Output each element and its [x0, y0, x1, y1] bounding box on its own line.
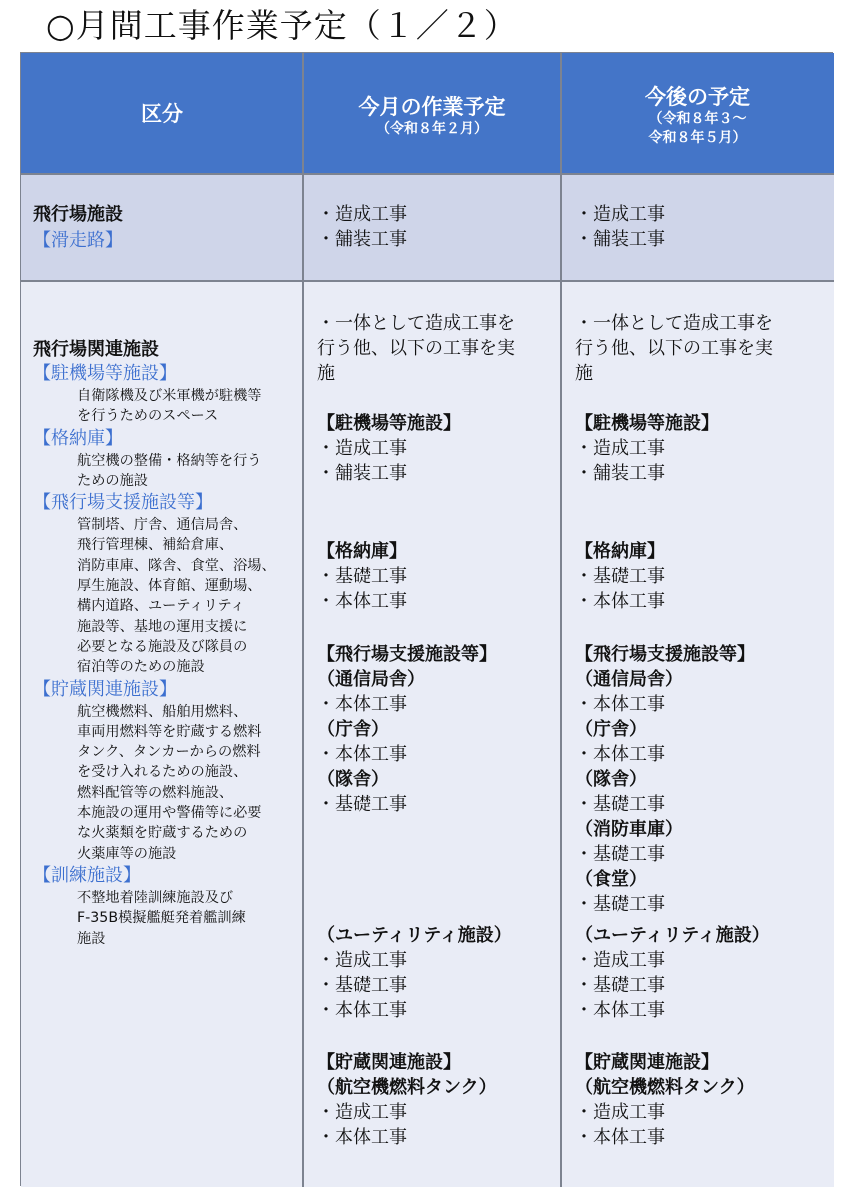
subcategory-desc: 航空機の整備・格納等を行う [77, 452, 262, 469]
row2-current-intro [317, 311, 515, 386]
facility-name: （ユーティリティ施設） [317, 925, 512, 946]
header-category [21, 53, 303, 174]
work-item: ・舗装工事 [317, 463, 407, 484]
subcategory-desc: 厚生施設、体育館、運動場、 [77, 578, 262, 595]
subcategory-name: 【訓練施設】 [33, 864, 141, 886]
section-title: 【飛行場支援施設等】 [575, 644, 755, 665]
work-item: ・造成工事 [317, 950, 407, 971]
work-item: ・本体工事 [317, 694, 407, 715]
intro-line: 施 [575, 363, 593, 384]
work-item: ・本体工事 [317, 1127, 407, 1148]
schedule-table [20, 52, 833, 1186]
work-item: ・本体工事 [575, 591, 665, 612]
category-name: 飛行場施設 [33, 204, 123, 225]
work-item: ・本体工事 [575, 694, 665, 715]
facility-name: （隊舎） [575, 769, 647, 790]
row2-category [33, 338, 276, 949]
row2-future-intro [575, 311, 773, 386]
subcategory-desc: 自衛隊機及び米軍機が駐機等 [77, 388, 262, 404]
header-current-label: 今月の作業予定 [358, 95, 506, 119]
work-item: ・本体工事 [317, 591, 407, 612]
header-category-label: 区分 [141, 101, 183, 126]
header-future-period-1: （令和８年３～ [648, 110, 747, 127]
row2-current-chuki [317, 411, 461, 486]
row2-future-chozou [575, 1050, 755, 1150]
work-item: ・基礎工事 [575, 844, 665, 865]
subcategory-desc: 消防車庫、隊舎、食堂、浴場、 [77, 557, 276, 574]
facility-name: （通信局舎） [317, 669, 425, 690]
work-item: ・基礎工事 [575, 975, 665, 996]
work-item: ・本体工事 [575, 1127, 665, 1148]
facility-name: （航空機燃料タンク） [575, 1077, 755, 1098]
work-item: ・本体工事 [575, 744, 665, 765]
subcategory-desc: 燃料配管等の燃料施設、 [77, 784, 234, 801]
subcategory-desc: タンク、タンカーからの燃料 [77, 744, 261, 761]
header-future-period-2: 令和８年５月） [648, 129, 747, 146]
work-item: ・基礎工事 [317, 794, 407, 815]
subcategory-desc: 本施設の運用や警備等に必要 [77, 805, 262, 822]
section-title: 【駐機場等施設】 [317, 413, 461, 434]
intro-line: ・一体として造成工事を [575, 313, 773, 334]
row2-future-kakunou [575, 539, 665, 614]
section-title: 【貯蔵関連施設】 [575, 1052, 719, 1073]
intro-line: 行う他、以下の工事を実 [575, 338, 773, 359]
facility-name: （庁舎） [317, 719, 389, 740]
intro-line: 施 [317, 363, 335, 384]
subcategory-name: 【駐機場等施設】 [33, 363, 177, 384]
work-item: ・基礎工事 [317, 975, 407, 996]
work-item: ・舗装工事 [317, 229, 407, 250]
row2-current-utility [317, 923, 512, 1023]
work-item: ・基礎工事 [575, 794, 665, 815]
work-item: ・造成工事 [317, 204, 407, 225]
row2-current-shien [317, 642, 497, 817]
facility-name: （航空機燃料タンク） [317, 1077, 497, 1098]
intro-line: 行う他、以下の工事を実 [317, 338, 515, 359]
row2-future-shien [575, 642, 755, 917]
work-item: ・基礎工事 [575, 894, 665, 915]
header-future-label: 今後の予定 [645, 84, 750, 109]
subcategory-desc: 管制塔、庁舎、通信局舎、 [77, 517, 248, 534]
row1-current-list [317, 202, 407, 252]
row-divider [21, 173, 834, 175]
section-title: 【貯蔵関連施設】 [317, 1052, 461, 1073]
row2-current-kakunou [317, 539, 407, 614]
section-title: 【駐機場等施設】 [575, 413, 719, 434]
subcategory-name: 【貯蔵関連施設】 [33, 678, 177, 700]
work-item: ・舗装工事 [575, 229, 665, 250]
intro-line: ・一体として造成工事を [317, 313, 515, 334]
work-item: ・基礎工事 [317, 566, 407, 587]
subcategory-desc: 車両用燃料等を貯蔵する燃料 [77, 723, 262, 740]
facility-name: （庁舎） [575, 719, 647, 740]
header-future [561, 53, 834, 174]
work-item: ・舗装工事 [575, 463, 665, 484]
work-item: ・造成工事 [317, 1102, 407, 1123]
row1-future-list [575, 202, 665, 252]
subcategory-name: 【滑走路】 [33, 229, 123, 251]
subcategory-desc: な火薬類を貯蔵するための [77, 825, 248, 842]
subcategory-desc: を行うためのスペース [77, 408, 219, 425]
row2-future-utility [575, 923, 770, 1023]
row1-category [33, 202, 123, 253]
subcategory-desc: 必要となる施設及び隊員の [77, 638, 248, 655]
subcategory-desc: F-35B模擬艦艇発着艦訓練 [77, 910, 246, 927]
column-divider [302, 53, 304, 1187]
work-item: ・造成工事 [575, 950, 665, 971]
category-name: 飛行場関連施設 [33, 339, 159, 360]
facility-name: （隊舎） [317, 769, 389, 790]
subcategory-desc: 航空機燃料、船舶用燃料、 [77, 703, 248, 720]
subcategory-desc: 施設 [77, 930, 106, 947]
work-item: ・本体工事 [317, 1000, 407, 1021]
column-divider [560, 53, 562, 1187]
work-item: ・造成工事 [317, 438, 407, 459]
section-title: 【飛行場支援施設等】 [317, 644, 497, 665]
work-item: ・造成工事 [575, 438, 665, 459]
subcategory-name: 【格納庫】 [33, 427, 123, 449]
subcategory-desc: 火薬庫等の施設 [77, 845, 177, 862]
subcategory-desc: 飛行管理棟、補給倉庫、 [77, 537, 234, 554]
subcategory-name: 【飛行場支援施設等】 [33, 492, 213, 514]
section-title: 【格納庫】 [317, 541, 407, 562]
work-item: ・基礎工事 [575, 566, 665, 587]
row-divider [21, 280, 834, 282]
subcategory-desc: 構内道路、ユーティリティ [77, 598, 245, 615]
subcategory-desc: ための施設 [77, 472, 148, 489]
facility-name: （食堂） [575, 869, 647, 890]
work-item: ・造成工事 [575, 1102, 665, 1123]
facility-name: （ユーティリティ施設） [575, 925, 770, 946]
work-item: ・本体工事 [575, 1000, 665, 1021]
subcategory-desc: 施設等、基地の運用支援に [77, 618, 248, 635]
work-item: ・造成工事 [575, 204, 665, 225]
page-title: ○月間工事作業予定（１／２） [46, 6, 518, 45]
subcategory-desc: 宿泊等のための施設 [77, 659, 205, 676]
section-title: 【格納庫】 [575, 541, 665, 562]
work-item: ・本体工事 [317, 744, 407, 765]
facility-name: （消防車庫） [575, 819, 683, 840]
subcategory-desc: 不整地着陸訓練施設及び [77, 889, 234, 906]
header-current-period: （令和８年２月） [376, 121, 488, 137]
facility-name: （通信局舎） [575, 669, 683, 690]
row2-current-chozou [317, 1050, 497, 1150]
subcategory-desc: を受け入れるための施設、 [77, 764, 248, 781]
row2-future-chuki [575, 411, 719, 486]
header-current-month [303, 53, 561, 174]
